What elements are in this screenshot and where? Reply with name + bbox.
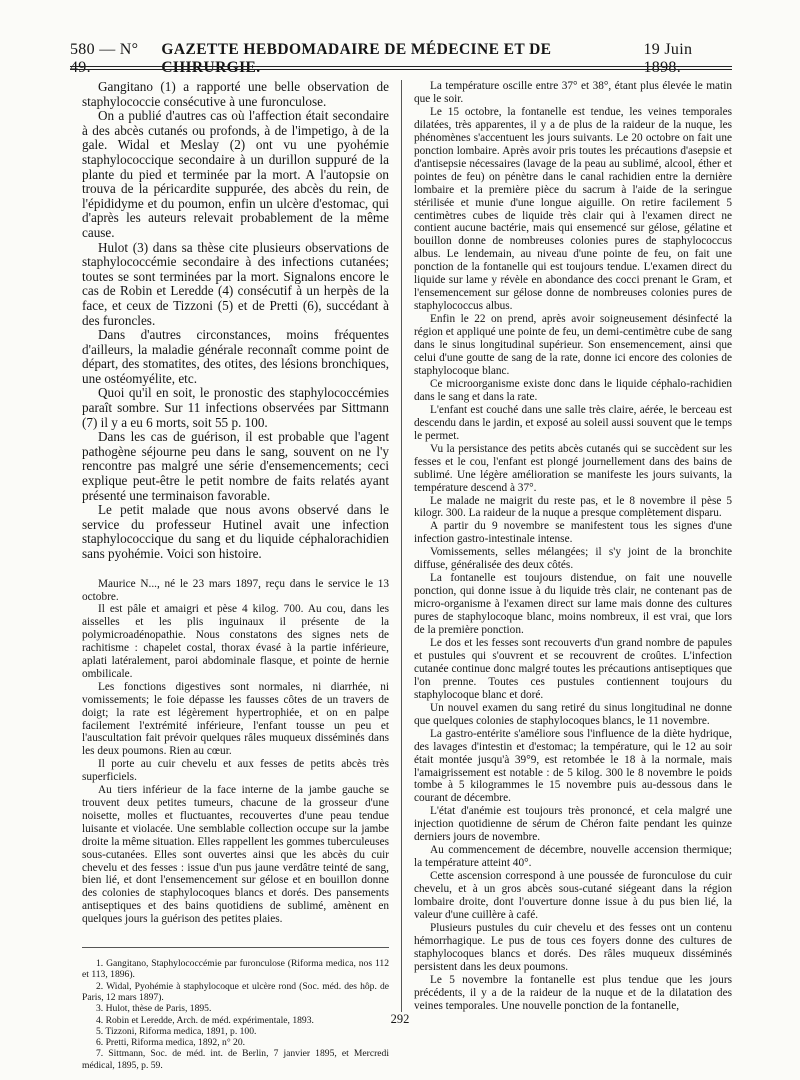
footnote: 5. Tizzoni, Riforma medica, 1891, p. 100. (96, 1025, 257, 1037)
case-report (82, 578, 389, 926)
left-column (82, 80, 389, 1071)
case-paragraph: A partir du 9 novembre se manifestent tous les signes d'une infection gastro-intestinale intense. (414, 520, 732, 546)
column-divider (401, 80, 402, 1012)
case-paragraph: Cette ascension correspond à une poussée de furonculose du cuir chevelu, et à un gros abcès sous-cutané siégeant dans la région lombaire droite, dont l'ouverture donne issue à du pus bien lié, la valeur d'une cuillère à café. (414, 870, 732, 921)
journal-title: GAZETTE HEBDOMADAIRE DE MÉDECINE ET DE CHIRURGIE. (161, 41, 552, 76)
case-paragraph: Vu la persistance des petits abcès cutanés qui se succèdent sur les fesses et le cou, l'enfant est plongé journellement dans des bains de sublimé. Une légère amélioration se manifeste les jours suivants, la température descend à 37°. (414, 442, 732, 494)
case-paragraph: Le dos et les fesses sont recouverts d'un grand nombre de papules et pustules qui s'ouvrent et se recouvrent de croûtes. L'infection cutanée continue donc malgré toutes les précautions antiseptiques que l'on prenne. Toutes ces pustules contiennent toujours du staphylocoque blanc et doré. (414, 636, 732, 701)
case-paragraph: La gastro-entérite s'améliore sous l'influence de la diète hydrique, des lavages d'intestin et d'estomac; la température, qui le 12 au soir était montée jusqu'à 39°9, est retombée le 18 à la normale, mais l'amaigrissement est notable : de 5 kilog. 300 le 8 novembre le poids tombe à 5 kilogrammes le 15 novembre puis au-dessous dans le courant de décembre. (414, 727, 732, 805)
paragraph: Gangitano (1) a rapporté une belle observation de staphylococcie consécutive à une furonculose. (82, 79, 389, 109)
paragraph: Dans d'autres circonstances, moins fréquentes d'ailleurs, la maladie générale reconnaît comme point de départ, des stomatites, des otites, des lésions bronchiques, une ostéomyélite, etc. (82, 327, 389, 386)
page-number: 292 (390, 1012, 410, 1026)
case-paragraph: Il porte au cuir chevelu et aux fesses de petits abcès très superficiels. (82, 758, 389, 784)
case-paragraph: Le 5 novembre la fontanelle est plus tendue que les jours précédents, il y a de la raideur de la nuque et de la dilatation des veines temporales. Une nouvelle ponction de la fontanelle, (414, 973, 732, 1012)
running-header (70, 41, 732, 76)
case-paragraph: Au tiers inférieur de la face interne de la jambe gauche se trouvent deux petites tumeurs, chacune de la grosseur d'une noisette, molles et fluctuantes, recouvertes d'une peau tendue luisante et violacée. Une semblable collection occupe sur la jambe droite la même situation. Elles rappellent les gommes tuberculeuses sous-cutanées. Elles sont ouvertes ainsi que les abcès du cuir chevelu et des fesses : issue d'un pus jaune verdâtre teinté de sang, bien lié, et dont l'ensemencement sur gélose et en bouillon donne des colonies de staphylocoques blancs et dorés. Des pansements antiseptiques et des bains quotidiens de sublimé, amènent en quelques jours la guérison des petites plaies. (82, 784, 389, 926)
right-column (414, 80, 732, 1013)
header-rule-thick (70, 66, 732, 67)
case-paragraph: L'enfant est couché dans une salle très claire, aérée, le berceau est descendu dans le jardin, et exposé au soleil aussi souvent que le temps le permet. (414, 403, 732, 442)
case-paragraph: Les fonctions digestives sont normales, ni diarrhée, ni vomissements; le foie dépasse les fausses côtes de un travers de doigt; la rate est légèrement hypertrophiée, et on en palpe facilement l'extrémité inférieure, l'enfant tousse un peu et l'auscultation fait prévoir quelques râles muqueux disséminés dans les deux poumons. Rien au cœur. (82, 680, 389, 758)
paragraph: Hulot (3) dans sa thèse cite plusieurs observations de staphylococcémie secondaire à des infections cutanées; toutes se sont terminées par la mort. Signalons encore le cas de Robin et Leredde (4) consécutif à un herpès de la face, et ceux de Tizzoni (5) et de Pretti (6), succédant à des furoncles. (82, 239, 389, 328)
case-paragraph: Ce microorganisme existe donc dans le liquide céphalo-rachidien dans le sang et dans la rate. (414, 377, 732, 403)
footnote: 7. Sittmann, Soc. de méd. int. de Berlin, 7 janvier 1895, et Mercredi médical, 1895, p. 59. (82, 1048, 389, 1071)
footnote: 4. Robin et Leredde, Arch. de méd. expérimentale, 1893. (96, 1014, 314, 1026)
case-paragraph: La fontanelle est toujours distendue, on fait une nouvelle ponction, qui donne issue à du liquide très clair, ne contenant pas de micro-organisme à l'examen direct sur lame mais donne des cultures pures de staphylocoque blanc, moins nombreux, il est vrai, que lors de la première ponction. (414, 572, 732, 637)
case-paragraph: Plusieurs pustules du cuir chevelu et des fesses ont un contenu hémorrhagique. Le pus de tous ces foyers donne des cultures de staphylocoques blancs et dorés. Des râles muqueux disséminés persistent dans les deux poumons. (414, 921, 732, 973)
case-paragraph: Le malade ne maigrit du reste pas, et le 8 novembre il pèse 5 kilogr. 300. La raideur de la nuque a presque complètement disparu. (414, 494, 732, 520)
footnote: 2. Widal, Pyohémie à staphylocoque et ulcère rond (Soc. méd. des hôp. de Paris, 12 mars 1897). (82, 980, 389, 1003)
footnote: 1. Gangitano, Staphylococcémie par furonculose (Riforma medica, nos 112 et 113, 1896). (82, 958, 389, 981)
case-paragraph: Vomissements, selles mélangées; il s'y joint de la bronchite diffuse, généralisée des deux côtés. (414, 546, 732, 572)
paragraph: Dans les cas de guérison, il est probable que l'agent pathogène séjourne peu dans le sang, souvent on ne l'y rencontre pas malgré une série d'ensemencements; ceci explique peut-être le petit nombre de faits relatés ayant présenté une terminaison favorable. (82, 429, 389, 503)
case-paragraph: Maurice N..., né le 23 mars 1897, reçu dans le service le 13 octobre. (82, 577, 389, 603)
footnote: 6. Pretti, Riforma medica, 1892, n° 20. (96, 1037, 246, 1049)
left-body-text (82, 80, 389, 562)
case-paragraph: Un nouvel examen du sang retiré du sinus longitudinal ne donne que quelques colonies de staphylocoques blancs, le 11 novembre. (414, 701, 732, 727)
page-reference: 580 — N° 49. (70, 41, 139, 76)
paragraph: Quoi qu'il en soit, le pronostic des staphylococcémies paraît sombre. Sur 11 infections observées par Sittmann (7) il y a eu 6 morts, soit 55 p. 100. (82, 385, 389, 430)
case-paragraph: L'état d'anémie est toujours très prononcé, et cela malgré une injection quotidienne de sérum de Chéron faite pendant les quinze derniers jours de novembre. (414, 805, 732, 844)
paragraph: Le petit malade que nous avons observé dans le service du professeur Hutinel avait une infection staphylococcique du sang et du liquide céphalorachidien sans pyohémie. Voici son histoire. (82, 502, 389, 561)
footnote: 3. Hulot, thèse de Paris, 1895. (96, 1003, 212, 1015)
case-paragraph: Le 15 octobre, la fontanelle est tendue, les veines temporales dilatées, très apparentes, il y a de plus de la raideur de la nuque, les phénomènes s'accentuent les jours suivants. Le 20 octobre on fait une ponction lombaire. Après avoir pris toutes les précautions d'asepsie et d'antisepsie nécessaires (lavage de la peau au sublimé, alcool, éther et pointes de feu) on pénètre dans le canal rachidien entre la dernière lombaire et la première pièce du sacrum à l'aide de la seringue stérilisée et munie d'une longue aiguille. On retire facilement 5 centimètres cubes de liquide très clair qui à l'examen direct ne contient aucune bactérie, mais qui ensemencé sur gélose, gélatine et bouillon donne de nombreuses colonies pures de staphylococcus albus. Le lendemain, au niveau d'une pointe de feu, on fait une ponction de la fontanelle qui est toujours tendue. L'examen direct du liquide sur lame y révèle en abondance des cocci prenant le Gram, et l'ensemencement sur gélose donne de nombreuses colonies pures de staphylococcus albus. (414, 105, 732, 313)
paragraph: On a publié d'autres cas où l'affection était secondaire à des abcès cutanés ou profonds, à de l'impetigo, à de la gale. Widal et Meslay (2) ont vu une pyohémie staphylococcique secondaire à un durillon suppuré de la plante du pied et terminée par la mort. A l'autopsie on trouva de la péricardite suppurée, des abcès du rein, de l'épididyme et du poumon, enfin un ulcère d'estomac, qui d'après les auteurs relevait probablement de la même cause. (82, 108, 389, 240)
case-paragraph: Il est pâle et amaigri et pèse 4 kilog. 700. Au cou, dans les aisselles et les plis inguinaux il présente de la polymicroadénopathie. Nous constatons des signes nets de rachitisme : chapelet costal, thorax évasé à la partie inférieure, aplati latéralement, paroi abdominale flasque, et pointe de hernie ombilicale. (82, 603, 389, 680)
case-paragraph: Enfin le 22 on prend, après avoir soigneusement désinfecté la région et appliqué une pointe de feu, un demi-centimètre cube de sang dans le sinus longitudinal supérieur. Son ensemencement, ainsi que celui d'une goutte de sang de la rate, donne ici encore des colonies de staphylocoque blanc. (414, 313, 732, 377)
case-paragraph: La température oscille entre 37° et 38°, étant plus élevée le matin que le soir. (414, 80, 732, 105)
case-paragraph: Au commencement de décembre, nouvelle accension thermique; la température atteint 40°. (414, 844, 732, 870)
header-rule-thin (70, 69, 732, 70)
footnote-rule (82, 947, 389, 948)
issue-date: 19 Juin 1898. (643, 41, 693, 76)
